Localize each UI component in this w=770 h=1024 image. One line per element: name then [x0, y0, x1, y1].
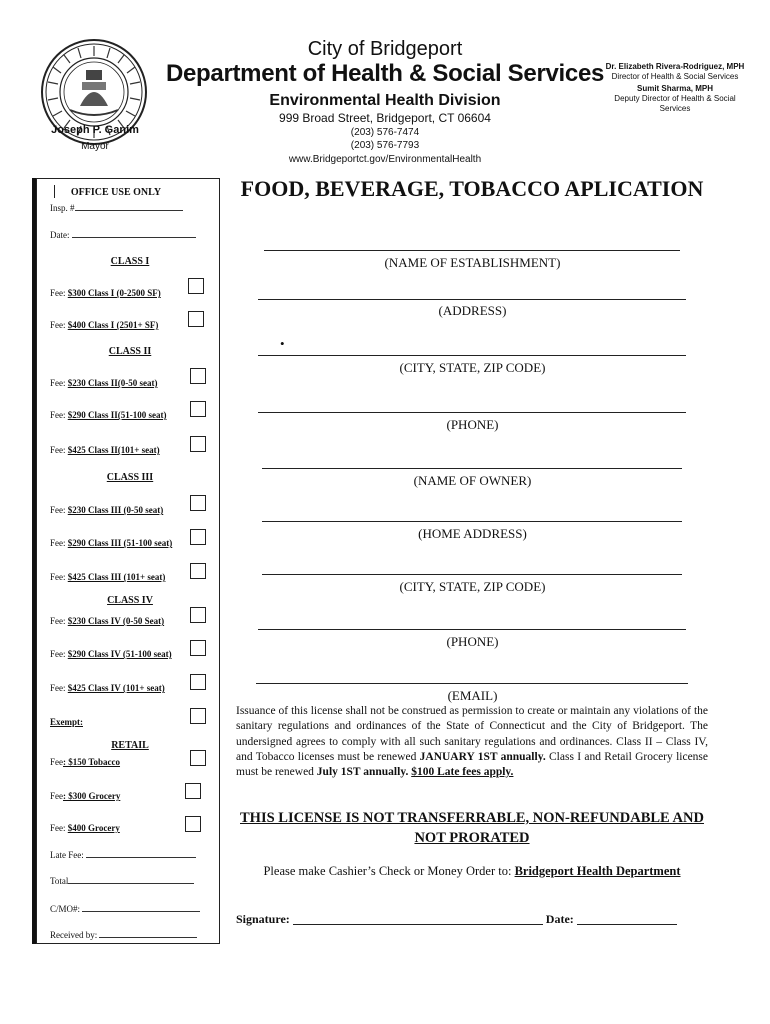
owner-phone-input[interactable]: [258, 629, 686, 630]
owner-city-state-zip-label: (CITY, STATE, ZIP CODE): [399, 579, 546, 594]
signature-label: Signature:: [236, 912, 290, 926]
owner-name-label: (NAME OF OWNER): [413, 473, 532, 488]
mayor-title: Mayor: [81, 141, 109, 152]
fee-class-ii-small: Fee: $230 Class II(0-50 seat): [50, 378, 158, 388]
phone-input[interactable]: [258, 412, 686, 413]
signature-date-label: Date:: [545, 912, 574, 926]
total-field[interactable]: [50, 876, 194, 886]
payee-name: Bridgeport Health Department: [514, 864, 681, 878]
fee-class-ii-medium: Fee: $290 Class II(51-100 seat): [50, 410, 167, 420]
phone-1: (203) 576-7474: [350, 126, 420, 138]
signature-input[interactable]: [293, 924, 543, 925]
fee-class-iv-large: Fee: $425 Class IV (101+ seat): [50, 683, 165, 693]
date-field[interactable]: [50, 230, 196, 240]
establishment-name-label: (NAME OF ESTABLISHMENT): [384, 255, 561, 270]
checkbox-class-i-large[interactable]: [188, 311, 204, 327]
non-transferable-warning: THIS LICENSE IS NOT TRANSFERRABLE, NON-REFUNDABLE AND NOT PRORATED: [240, 810, 704, 846]
license-terms-paragraph: Issuance of this license shall not be construed as permission to create or maintain any violations of the sanitary regulations and ordinances of the State of Connecticut and the City of Bridgeport. The undersigned agrees to comply with all such sanitary regulations and ordinances. Class II – Class IV, and Tobacco licenses must be renewed JANUARY 1ST annually. Class I and Retail Grocery license must be renewed July 1ST annually. $100 Late fees apply.: [236, 705, 708, 779]
establishment-name-input[interactable]: [264, 250, 680, 251]
retail-heading: RETAIL: [111, 740, 149, 751]
fee-class-iii-small: Fee: $230 Class III (0-50 seat): [50, 505, 164, 515]
home-address-input[interactable]: [262, 521, 682, 522]
checkbox-class-iii-large[interactable]: [190, 563, 206, 579]
contact-block: [170, 112, 600, 166]
home-address-label: (HOME ADDRESS): [418, 526, 527, 541]
city-name: City of Bridgeport: [307, 38, 463, 60]
deputy-title: Deputy Director of Health & Social Services: [614, 94, 736, 113]
fee-class-iv-small: Fee: $230 Class IV (0-50 Seat): [50, 616, 165, 626]
street-address: 999 Broad Street, Bridgeport, CT 06604: [279, 111, 491, 125]
website-link[interactable]: www.Bridgeportct.gov/EnvironmentalHealth: [288, 153, 482, 165]
checkbox-class-iv-small[interactable]: [190, 607, 206, 623]
bullet-mark: •: [280, 336, 285, 351]
late-fee-label: Late Fee: [50, 850, 82, 860]
fee-class-i-small: Fee: $300 Class I (0-2500 SF): [50, 288, 161, 298]
office-use-title: OFFICE USE ONLY: [70, 187, 162, 198]
fee-retail-grocery-large: Fee: $400 Grocery: [50, 823, 120, 833]
checkbox-class-i-small[interactable]: [188, 278, 204, 294]
received-by-field[interactable]: [50, 930, 197, 940]
insp-label: Insp. #: [50, 203, 75, 213]
signature-row: [236, 912, 677, 927]
fee-class-iv-medium: Fee: $290 Class IV (51-100 seat): [50, 649, 172, 659]
officials-block: [600, 62, 750, 114]
date-label: Date:: [50, 230, 70, 240]
class-iv-heading: CLASS IV: [107, 595, 153, 606]
received-by-label: Received by:: [50, 930, 98, 940]
owner-phone-label: (PHONE): [446, 634, 499, 649]
checkbox-class-ii-medium[interactable]: [190, 401, 206, 417]
fee-class-i-large: Fee: $400 Class I (2501+ SF): [50, 320, 159, 330]
director-name: Dr. Elizabeth Rivera-Rodriguez, MPH: [605, 62, 745, 71]
checkbox-class-iii-small[interactable]: [190, 495, 206, 511]
fee-retail-tobacco: Fee: $150 Tobacco: [50, 757, 121, 767]
city-state-zip-input[interactable]: [258, 355, 686, 356]
division-name: Environmental Health Division: [269, 92, 501, 109]
checkbox-class-ii-large[interactable]: [190, 436, 206, 452]
cmo-label: C/MO#:: [50, 904, 81, 914]
fee-class-ii-large: Fee: $425 Class II(101+ seat): [50, 445, 160, 455]
owner-city-state-zip-input[interactable]: [262, 574, 682, 575]
email-input[interactable]: [256, 683, 688, 684]
city-state-zip-label: (CITY, STATE, ZIP CODE): [399, 360, 546, 375]
cmo-field[interactable]: [50, 904, 200, 914]
checkbox-retail-grocery-large[interactable]: [185, 816, 201, 832]
inspector-field[interactable]: [50, 203, 183, 213]
checkbox-class-iv-medium[interactable]: [190, 640, 206, 656]
exempt-label: Exempt:: [50, 717, 83, 727]
checkbox-class-iii-medium[interactable]: [190, 529, 206, 545]
mayor-name: Joseph P. Ganim: [51, 124, 139, 136]
total-label: Total: [50, 876, 69, 886]
checkbox-retail-tobacco[interactable]: [190, 750, 206, 766]
deputy-name: Sumit Sharma, MPH: [636, 84, 713, 93]
email-label: (EMAIL): [447, 688, 498, 703]
checkbox-exempt[interactable]: [190, 708, 206, 724]
fee-retail-grocery-small: Fee: $300 Grocery: [50, 791, 121, 801]
payment-instructions: Please make Cashier’s Check or Money Order to: Bridgeport Health Department: [263, 864, 681, 878]
address-label: (ADDRESS): [438, 303, 507, 318]
phone-label: (PHONE): [446, 417, 499, 432]
form-title: FOOD, BEVERAGE, TOBACCO APLICATION: [240, 176, 704, 201]
class-iii-heading: CLASS III: [106, 472, 154, 483]
phone-2: (203) 576-7793: [350, 140, 420, 151]
signature-date-input[interactable]: [577, 924, 677, 925]
checkbox-class-iv-large[interactable]: [190, 674, 206, 690]
fee-class-iii-large: Fee: $425 Class III (101+ seat): [50, 572, 166, 582]
checkbox-retail-grocery-small[interactable]: [185, 783, 201, 799]
department-name: Department of Health & Social Services: [165, 60, 605, 87]
address-input[interactable]: [258, 299, 686, 300]
class-ii-heading: CLASS II: [108, 346, 152, 357]
fee-class-iii-medium: Fee: $290 Class III (51-100 seat): [50, 538, 173, 548]
director-title: Director of Health & Social Services: [611, 72, 739, 81]
owner-name-input[interactable]: [262, 468, 682, 469]
late-fee-field[interactable]: Late Fee:: [50, 850, 196, 860]
class-i-heading: CLASS I: [110, 256, 150, 267]
checkbox-class-ii-small[interactable]: [190, 368, 206, 384]
